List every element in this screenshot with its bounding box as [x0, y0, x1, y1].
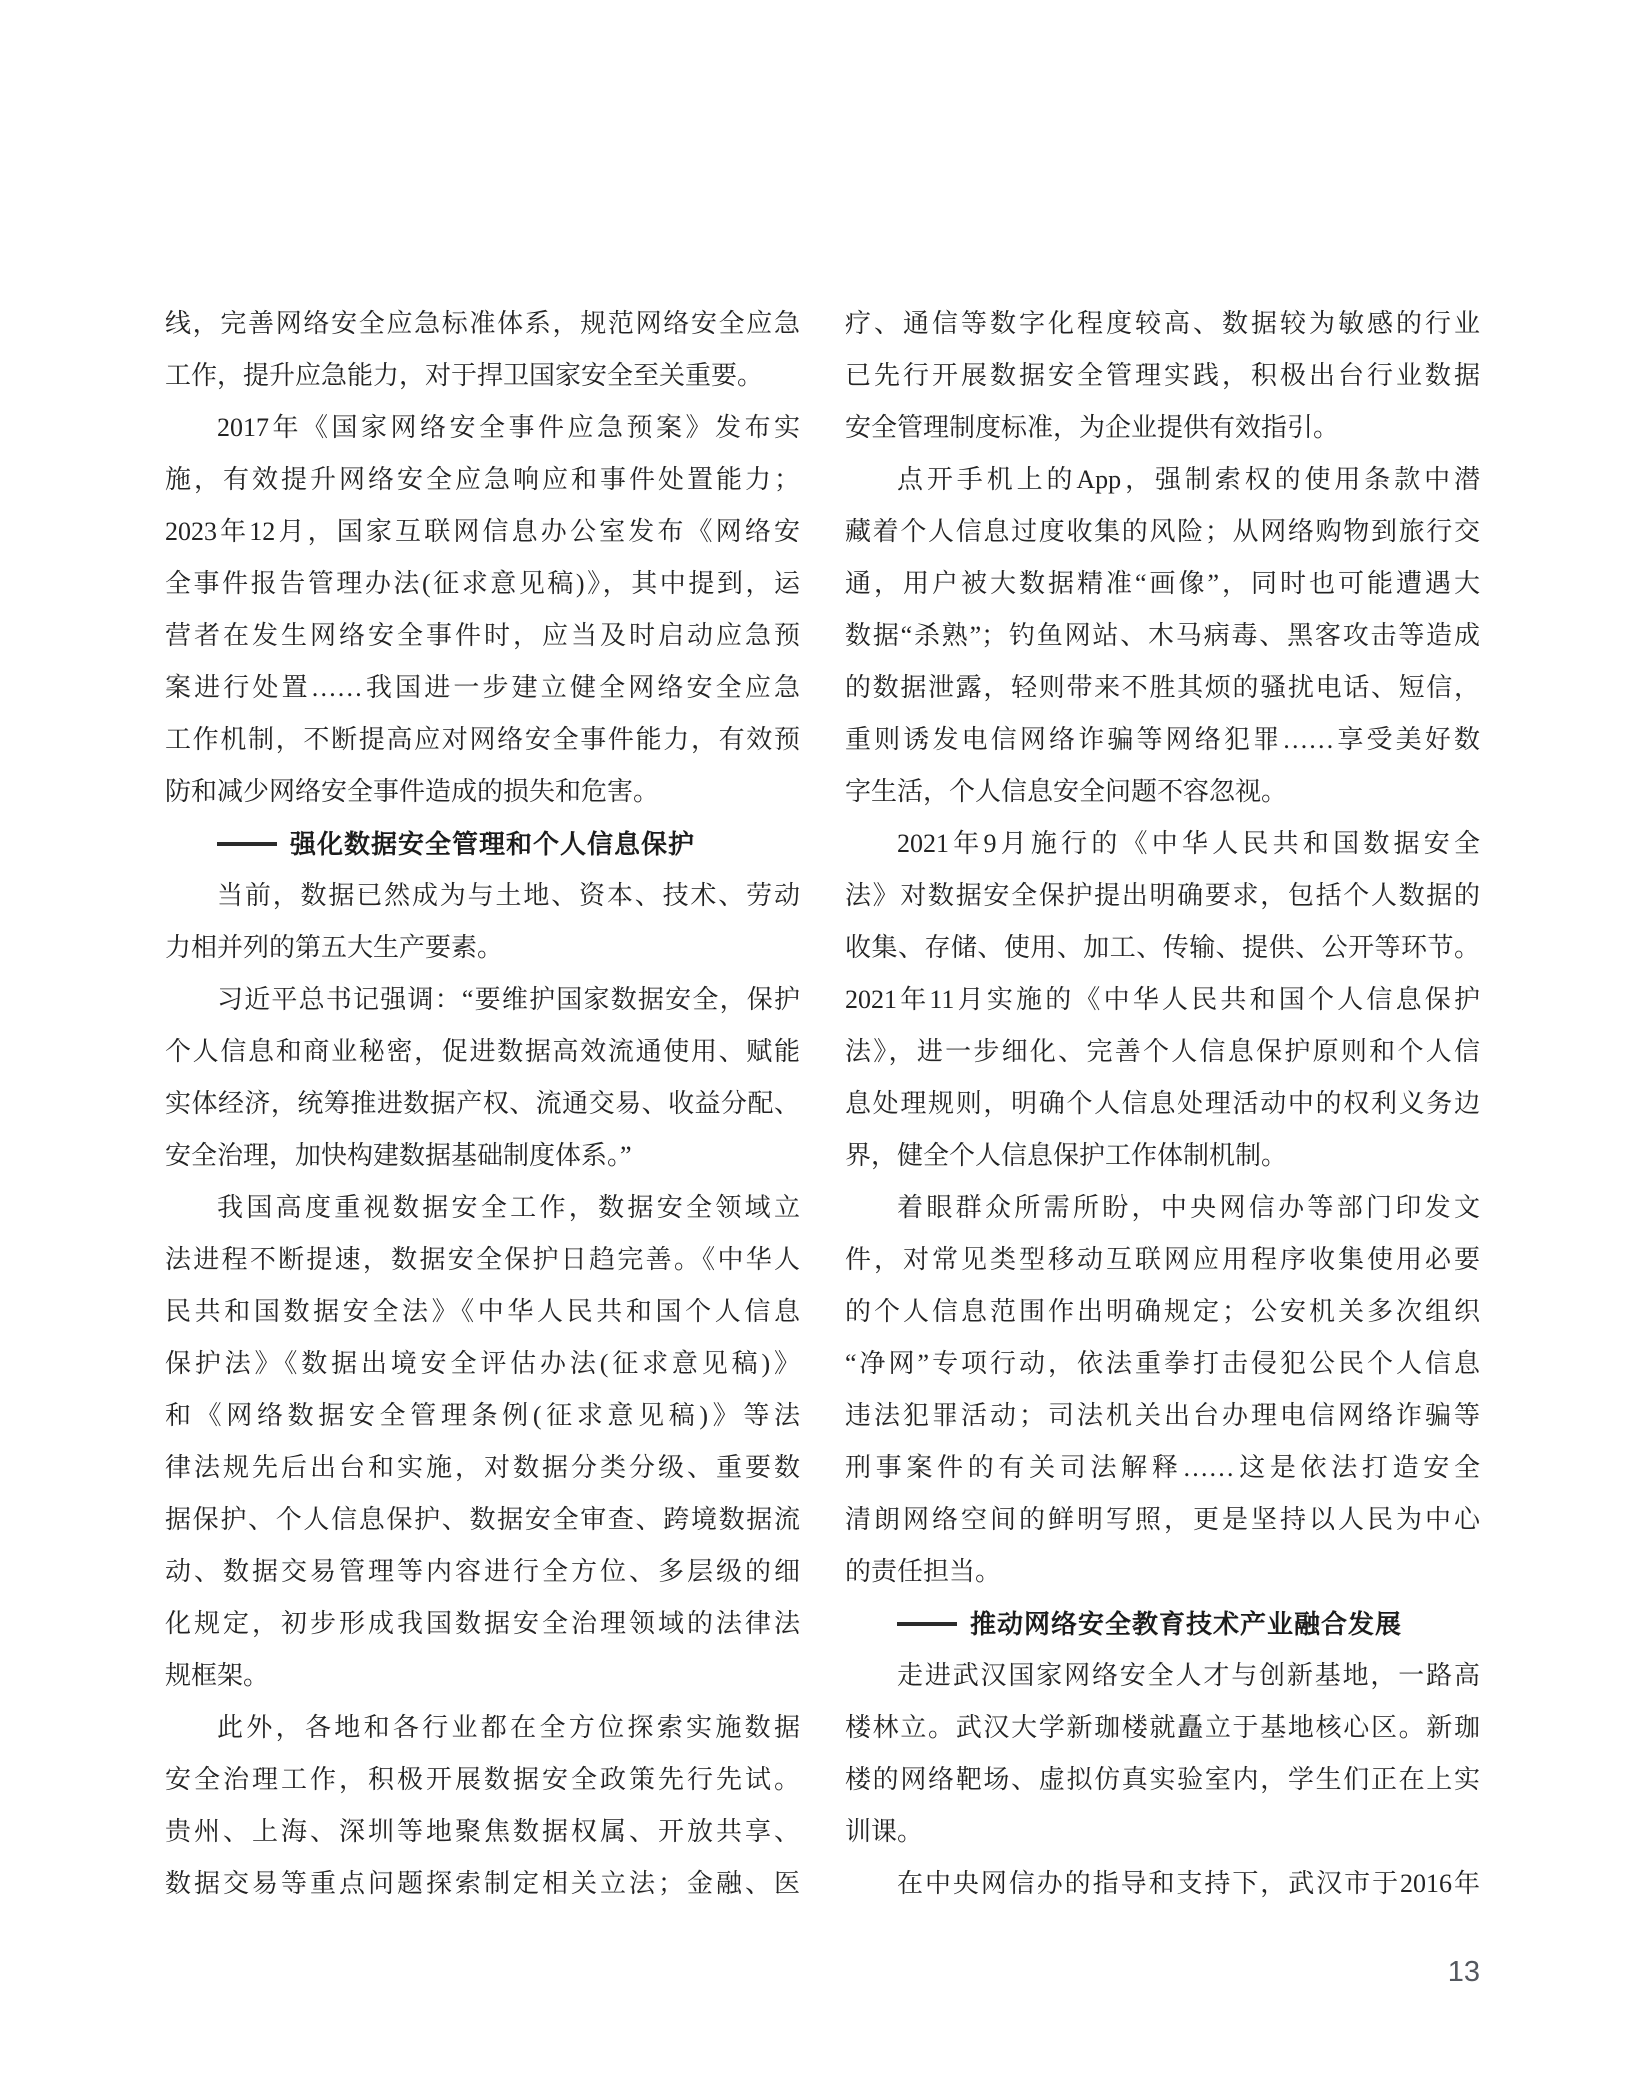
text-line: 的个人信息范围作出明确规定；公安机关多次组织: [845, 1297, 1480, 1326]
text-line: 当前，数据已然成为与土地、资本、技术、劳动: [217, 881, 800, 910]
text-line: 数据交易等重点问题探索制定相关立法；金融、医: [165, 1869, 800, 1898]
text-line: 动、数据交易管理等内容进行全方位、多层级的细: [165, 1557, 800, 1586]
text-line: 数据“杀熟”；钓鱼网站、木马病毒、黑客攻击等造成: [845, 621, 1480, 650]
text-line: 法》，进一步细化、完善个人信息保护原则和个人信: [845, 1037, 1480, 1066]
text-line: 走进武汉国家网络安全人才与创新基地，一路高: [897, 1661, 1480, 1690]
text-line: 安全治理，加快构建数据基础制度体系。”: [165, 1141, 632, 1170]
text-line: 习近平总书记强调：“要维护国家数据安全，保护: [217, 985, 800, 1014]
text-line: 个人信息和商业秘密，促进数据高效流通使用、赋能: [165, 1037, 800, 1066]
text-line: 刑事案件的有关司法解释……这是依法打造安全: [845, 1453, 1480, 1482]
text-line: 清朗网络空间的鲜明写照，更是坚持以人民为中心: [845, 1505, 1480, 1534]
text-line: 工作机制，不断提高应对网络安全事件能力，有效预: [165, 725, 800, 754]
text-line: 安全治理工作，积极开展数据安全政策先行先试。: [165, 1765, 800, 1794]
text-line: 在中央网信办的指导和支持下，武汉市于2016年: [897, 1869, 1480, 1898]
text-line: 力相并列的第五大生产要素。: [165, 933, 504, 962]
text-line: 着眼群众所需所盼，中央网信办等部门印发文: [897, 1193, 1480, 1222]
text-line: 贵州、上海、深圳等地聚焦数据权属、开放共享、: [165, 1817, 800, 1846]
text-line: 件，对常见类型移动互联网应用程序收集使用必要: [845, 1245, 1480, 1274]
text-line: 线，完善网络安全应急标准体系，规范网络安全应急: [165, 309, 800, 338]
text-line: 施，有效提升网络安全应急响应和事件处置能力；: [165, 465, 800, 494]
section-heading: [845, 1598, 1480, 1650]
text-line: 法进程不断提速，数据安全保护日趋完善。《中华人: [165, 1245, 800, 1274]
text-line: 楼的网络靶场、虚拟仿真实验室内，学生们正在上实: [845, 1765, 1480, 1794]
text-line: 藏着个人信息过度收集的风险；从网络购物到旅行交: [845, 517, 1480, 546]
text-line: 法》对数据安全保护提出明确要求，包括个人数据的: [845, 881, 1480, 910]
em-dash-rule: [897, 1622, 957, 1626]
text-line: 案进行处置……我国进一步建立健全网络安全应急: [165, 673, 800, 702]
text-line: 据保护、个人信息保护、数据安全审查、跨境数据流: [165, 1505, 800, 1534]
text-line: 保护法》《数据出境安全评估办法(征求意见稿)》: [165, 1349, 800, 1378]
text-line: 2021年9月施行的《中华人民共和国数据安全: [897, 829, 1480, 858]
text-line: 的数据泄露，轻则带来不胜其烦的骚扰电话、短信，: [845, 673, 1480, 702]
text-line: 楼林立。武汉大学新珈楼就矗立于基地核心区。新珈: [845, 1713, 1480, 1742]
text-line: 训课。: [845, 1817, 924, 1846]
text-line: 工作，提升应急能力，对于捍卫国家安全至关重要。: [165, 361, 764, 390]
text-line: 2017年《国家网络安全事件应急预案》发布实: [217, 413, 800, 442]
text-line: 息处理规则，明确个人信息处理活动中的权利义务边: [845, 1089, 1480, 1118]
text-line: 实体经济，统筹推进数据产权、流通交易、收益分配、: [165, 1089, 800, 1118]
text-line: 已先行开展数据安全管理实践，积极出台行业数据: [845, 361, 1480, 390]
text-line: 通，用户被大数据精准“画像”，同时也可能遭遇大: [845, 569, 1480, 598]
text-line: 我国高度重视数据安全工作，数据安全领域立: [217, 1193, 800, 1222]
text-line: 字生活，个人信息安全问题不容忽视。: [845, 777, 1288, 806]
text-line: 规框架。: [165, 1661, 270, 1690]
section-heading-text: 强化数据安全管理和个人信息保护: [290, 829, 696, 859]
text-line: 化规定，初步形成我国数据安全治理领域的法律法: [165, 1609, 800, 1638]
left-column: [165, 298, 800, 1910]
text-line: 民共和国数据安全法》《中华人民共和国个人信息: [165, 1297, 800, 1326]
text-line: 2023年12月，国家互联网信息办公室发布《网络安: [165, 517, 800, 546]
text-line: 点开手机上的App，强制索权的使用条款中潜: [897, 465, 1480, 494]
text-line: 界，健全个人信息保护工作体制机制。: [845, 1141, 1288, 1170]
section-heading-text: 推动网络安全教育技术产业融合发展: [970, 1609, 1403, 1639]
text-line: 和《网络数据安全管理条例(征求意见稿)》等法: [165, 1401, 800, 1430]
text-line: 律法规先后出台和实施，对数据分类分级、重要数: [165, 1453, 800, 1482]
text-line: 违法犯罪活动；司法机关出台办理电信网络诈骗等: [845, 1401, 1480, 1430]
text-line: 重则诱发电信网络诈骗等网络犯罪……享受美好数: [845, 725, 1480, 754]
text-line: 防和减少网络安全事件造成的损失和危害。: [165, 777, 660, 806]
em-dash-rule: [217, 842, 277, 846]
text-line: 此外，各地和各行业都在全方位探索实施数据: [217, 1713, 800, 1742]
right-column: [845, 298, 1480, 1910]
page-number: 13: [1447, 1956, 1480, 1988]
section-heading: [165, 818, 800, 870]
text-line: 安全管理制度标准，为企业提供有效指引。: [845, 413, 1340, 442]
text-line: 营者在发生网络安全事件时，应当及时启动应急预: [165, 621, 800, 650]
text-line: 的责任担当。: [845, 1557, 1002, 1586]
text-line: “净网”专项行动，依法重拳打击侵犯公民个人信息: [845, 1349, 1480, 1378]
text-line: 收集、存储、使用、加工、传输、提供、公开等环节。: [845, 933, 1480, 962]
text-line: 疗、通信等数字化程度较高、数据较为敏感的行业: [845, 309, 1480, 338]
article-body: [165, 298, 1480, 1910]
text-line: 全事件报告管理办法(征求意见稿)》，其中提到，运: [165, 569, 800, 598]
text-line: 2021年11月实施的《中华人民共和国个人信息保护: [845, 985, 1480, 1014]
